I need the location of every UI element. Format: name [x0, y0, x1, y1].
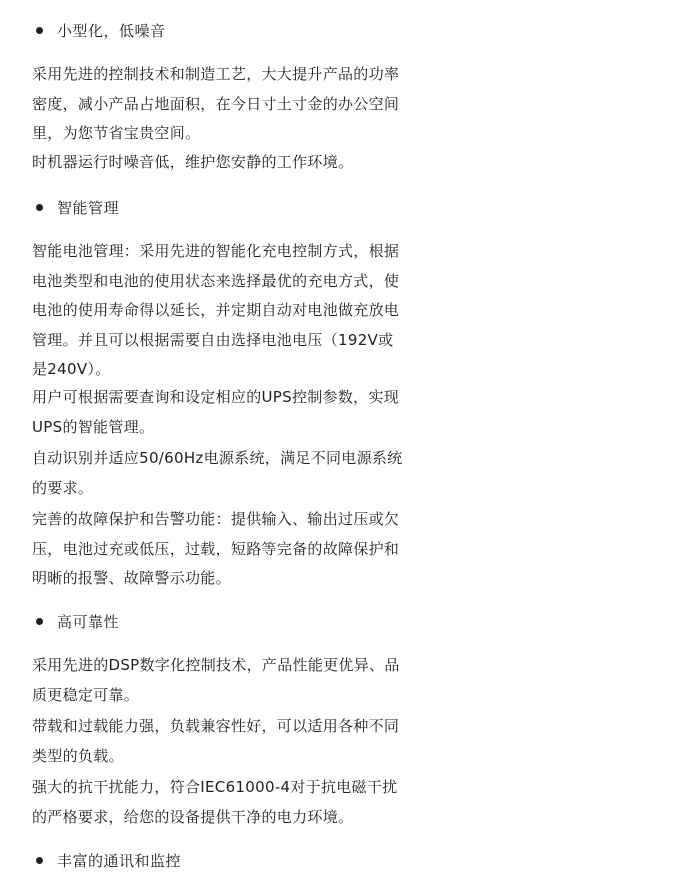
bullet-dot-icon — [36, 857, 43, 864]
section-heading-compact — [36, 16, 166, 44]
section-heading-smart-management — [36, 193, 119, 221]
section-heading-communication — [36, 846, 181, 874]
paragraph: 时机器运行时噪音低，维护您安静的工作环境。 — [32, 153, 354, 171]
section-heading-text: 丰富的通讯和监控 — [57, 851, 182, 870]
bullet-dot-icon — [36, 618, 43, 625]
section-heading-reliability — [36, 607, 119, 635]
paragraph: 采用先进的DSP数字化控制技术，产品性能更优异、品 质更稳定可靠。 — [32, 656, 400, 704]
paragraph: 带载和过载能力强，负载兼容性好，可以适用各种不同 类型的负载。 — [32, 717, 400, 765]
bullet-dot-icon — [36, 27, 43, 34]
paragraph: 完善的故障保护和告警功能：提供输入、输出过压或欠 压，电池过充或低压，过载，短路等完备的故障保护和 明晰的报警、故障警示功能。 — [32, 510, 400, 587]
paragraph: 采用先进的控制技术和制造工艺，大大提升产品的功率 密度，减小产品占地面积，在今日寸土寸金的办公空间 里，为您节省宝贵空间。 — [32, 65, 400, 142]
paragraph: 强大的抗干扰能力，符合IEC61000-4对于抗电磁干扰 的严格要求，给您的设备提供干净的电力环境。 — [32, 778, 398, 826]
bullet-dot-icon — [36, 204, 43, 211]
paragraph: 自动识别并适应50/60Hz电源系统，满足不同电源系统 的要求。 — [32, 449, 403, 497]
section-heading-text: 小型化，低噪音 — [57, 21, 166, 40]
section-heading-text: 智能管理 — [57, 198, 120, 217]
section-heading-text: 高可靠性 — [57, 612, 120, 631]
paragraph: 用户可根据需要查询和设定相应的UPS控制参数，实现 UPS的智能管理。 — [32, 388, 400, 436]
paragraph: 智能电池管理：采用先进的智能化充电控制方式，根据 电池类型和电池的使用状态来选择最优的充电方式，使 电池的使用寿命得以延长，并定期自动对电池做充放电 管理。并且可以根据需要自由选择电池电压（192V或 是240V）。 — [32, 242, 400, 378]
